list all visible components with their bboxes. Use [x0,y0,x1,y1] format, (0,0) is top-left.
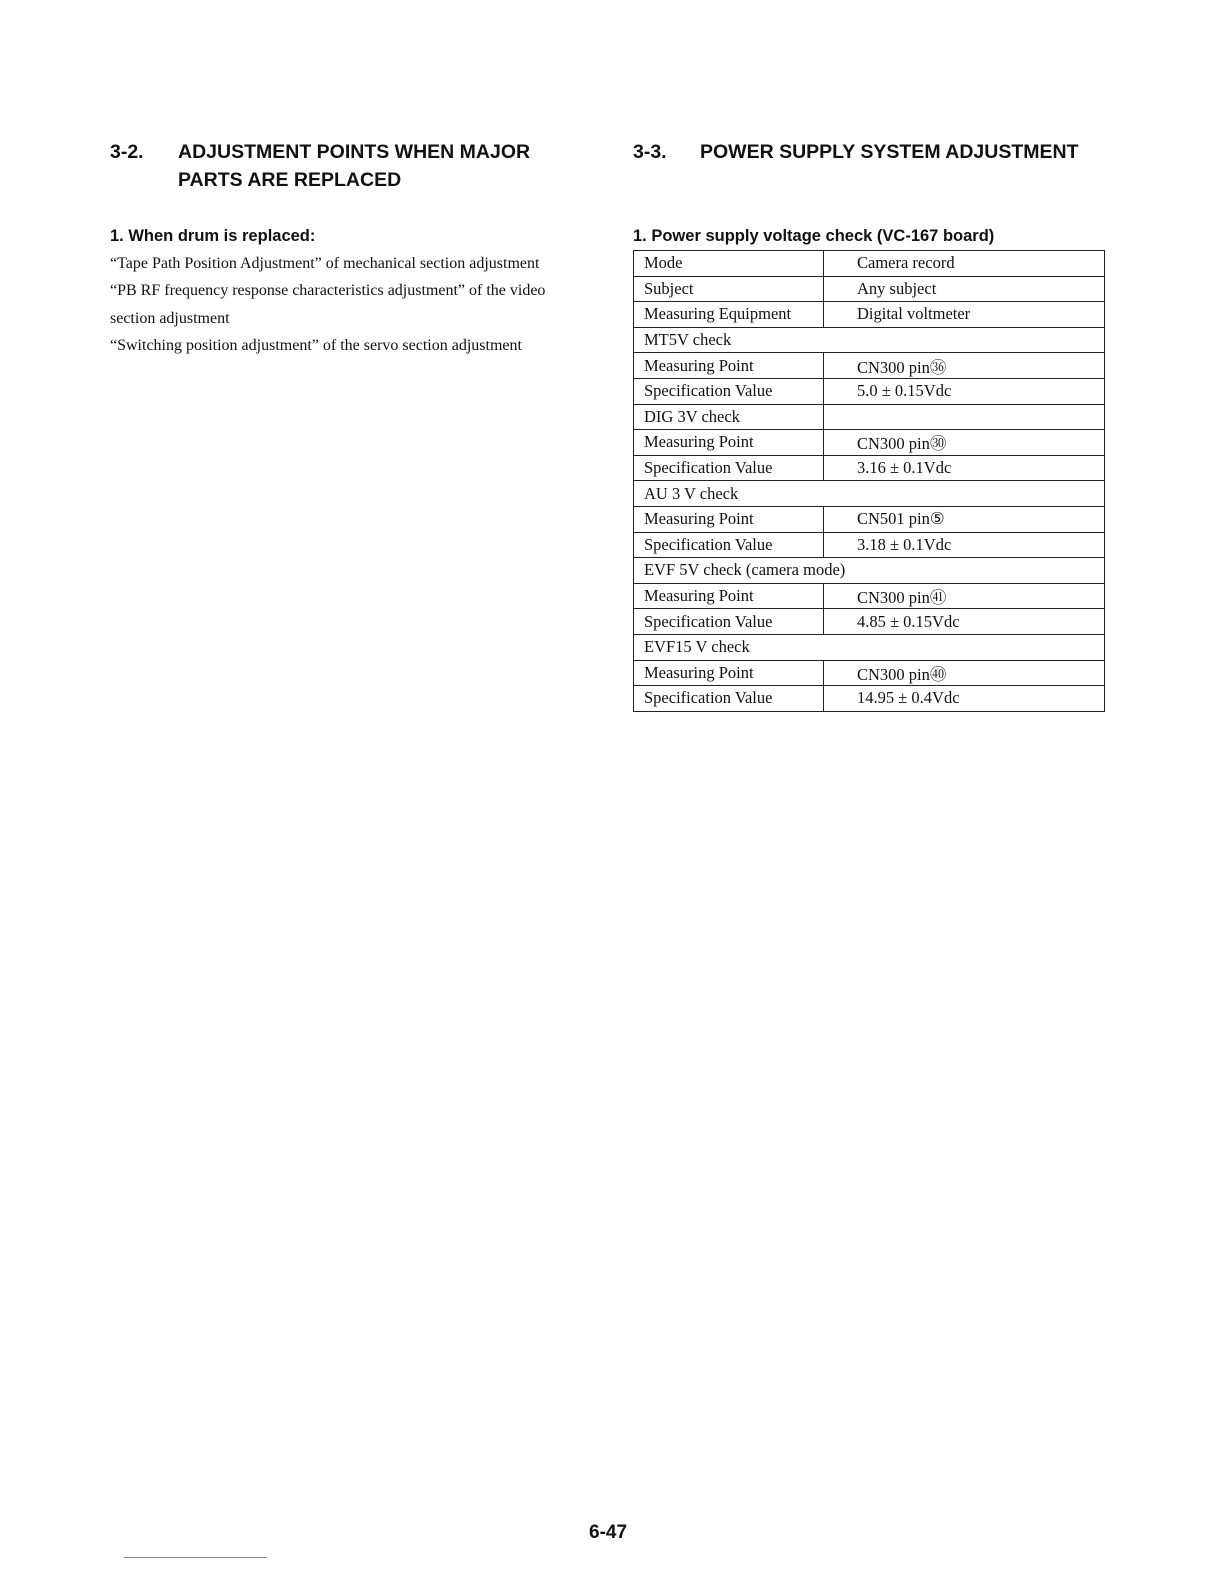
table-row [634,686,1105,712]
row-label: Measuring Equipment [634,302,824,328]
table-row [634,660,1105,686]
row-value: CN501 pin⑤ [824,506,1105,532]
power-supply-check-table [633,250,1105,712]
table-row [634,430,1105,456]
table-row [634,378,1105,404]
paragraph-tape-path: “Tape Path Position Adjustment” of mechanical section adjustment [110,255,540,272]
row-value [824,404,1105,430]
row-value: 3.18 ± 0.1Vdc [824,532,1105,558]
table-row-group-header [634,481,1105,507]
table-row [634,583,1105,609]
row-label: Measuring Point [634,430,824,456]
subsection-heading-drum: 1. When drum is replaced: [110,227,316,245]
group-label: AU 3 V check [634,481,1105,507]
row-label: Measuring Point [634,506,824,532]
group-label: DIG 3V check [634,404,824,430]
drum-adjustment-list [110,250,590,359]
section-title-line-1: ADJUSTMENT POINTS WHEN MAJOR [178,141,531,163]
row-label: Measuring Point [634,583,824,609]
row-value: CN300 pin㊶ [824,583,1105,609]
table-row [634,609,1105,635]
row-value: 14.95 ± 0.4Vdc [824,686,1105,712]
row-value: Digital voltmeter [824,302,1105,328]
row-value: 4.85 ± 0.15Vdc [824,609,1105,635]
group-label: EVF 5V check (camera mode) [634,558,1105,584]
table-row [634,251,1105,277]
paragraph-switching-position: “Switching position adjustment” of the servo section adjustment [110,336,522,354]
table-row [634,506,1105,532]
section-heading-3-3 [633,138,1113,168]
row-label: Measuring Point [634,353,824,379]
section-number: 3-2. [110,141,144,163]
row-label: Specification Value [634,609,824,635]
table-row [634,276,1105,302]
table-row [634,532,1105,558]
row-label: Mode [634,251,824,277]
table-row-group-header [634,558,1105,584]
section-heading-3-2 [110,138,590,198]
table-row [634,353,1105,379]
row-value: 3.16 ± 0.1Vdc [824,455,1105,481]
subsection-heading-power-supply: 1. Power supply voltage check (VC-167 board) [633,227,995,245]
row-label: Specification Value [634,686,824,712]
table-row-group-header [634,634,1105,660]
row-value: Any subject [824,276,1105,302]
row-label: Specification Value [634,378,824,404]
section-title: POWER SUPPLY SYSTEM ADJUSTMENT [700,141,1079,163]
row-value: CN300 pin㊱ [824,353,1105,379]
page-number: 6-47 [589,1522,628,1543]
row-label: Specification Value [634,455,824,481]
footer-rule [124,1557,267,1558]
section-title-line-2: PARTS ARE REPLACED [178,169,402,191]
row-value: CN300 pin㊵ [824,660,1105,686]
table-row [634,455,1105,481]
table-row [634,302,1105,328]
row-value: CN300 pin㉚ [824,430,1105,456]
row-value: Camera record [824,251,1105,277]
section-number: 3-3. [633,141,667,163]
row-value: 5.0 ± 0.15Vdc [824,378,1105,404]
paragraph-pb-rf: “PB RF frequency response characteristics adjustment” of the video section adjustment [110,282,546,327]
row-label: Specification Value [634,532,824,558]
table-row-group-header [634,404,1105,430]
row-label: Measuring Point [634,660,824,686]
table-row-group-header [634,327,1105,353]
row-label: Subject [634,276,824,302]
group-label: MT5V check [634,327,1105,353]
group-label: EVF15 V check [634,634,1105,660]
